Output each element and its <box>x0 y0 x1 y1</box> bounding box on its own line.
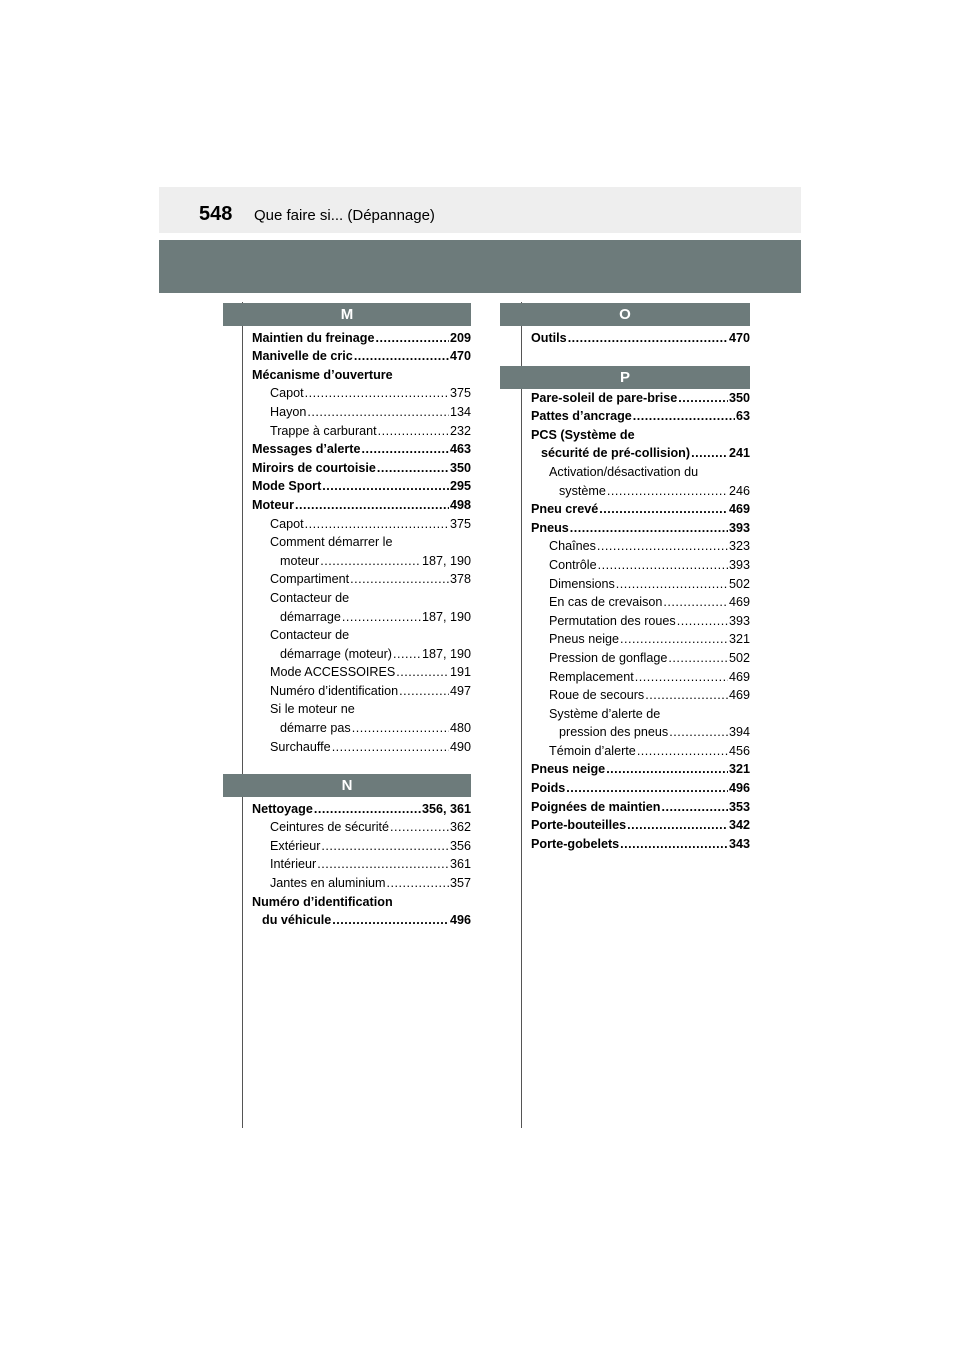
dot-leader <box>663 595 728 610</box>
index-entry <box>252 835 471 854</box>
entry-page: 232 <box>449 423 471 438</box>
entry-term: démarre pas <box>280 721 351 736</box>
index-entry <box>531 815 750 834</box>
entry-page: 191 <box>449 665 471 680</box>
entry-term: moteur <box>280 553 320 568</box>
dot-leader <box>342 610 421 625</box>
index-entry <box>531 573 750 592</box>
section-header-n: N <box>223 774 471 797</box>
index-entry <box>531 554 750 573</box>
dot-leader <box>637 744 728 759</box>
entry-page: 362 <box>449 820 471 835</box>
dot-leader <box>314 802 421 817</box>
entry-term: Extérieur <box>270 838 321 853</box>
dot-leader <box>566 781 728 796</box>
entry-page: 356 <box>449 838 471 853</box>
entry-page: 470 <box>449 349 471 364</box>
entry-page: 343 <box>728 836 750 851</box>
dot-leader <box>352 721 449 736</box>
section-m-entries <box>252 327 471 755</box>
index-entry <box>252 457 471 476</box>
entry-term: Mode ACCESSOIRES <box>270 665 396 680</box>
entry-page: 187, 190 <box>421 609 471 624</box>
entry-page: 393 <box>728 613 750 628</box>
entry-term: Permutation des roues <box>549 613 676 628</box>
index-entry <box>531 327 750 346</box>
index-entry <box>252 817 471 836</box>
index-entry <box>531 406 750 425</box>
dot-leader <box>305 517 449 532</box>
index-entry <box>531 610 750 629</box>
index-entry <box>252 532 471 551</box>
entry-page: 378 <box>449 572 471 587</box>
dot-leader <box>387 876 449 891</box>
entry-page: 394 <box>728 725 750 740</box>
entry-page: 246 <box>728 483 750 498</box>
index-entry <box>252 625 471 644</box>
entry-page: 63 <box>735 409 750 424</box>
entry-page: 502 <box>728 650 750 665</box>
entry-page: 209 <box>449 330 471 345</box>
entry-page: 357 <box>449 875 471 890</box>
entry-page: 463 <box>449 442 471 457</box>
entry-term: Contrôle <box>549 557 597 572</box>
entry-term: démarrage <box>280 609 341 624</box>
entry-term: Roue de secours <box>549 688 645 703</box>
entry-term: Miroirs de courtoisie <box>252 460 376 475</box>
dot-leader <box>599 502 728 517</box>
index-entry <box>252 401 471 420</box>
index-entry <box>531 480 750 499</box>
page-number: 548 <box>199 203 233 225</box>
entry-term: Nettoyage <box>252 801 313 816</box>
entry-page: 497 <box>449 683 471 698</box>
index-entry <box>252 606 471 625</box>
dot-leader <box>620 632 728 647</box>
entry-term: Pneus <box>531 520 569 535</box>
dot-leader <box>607 484 728 499</box>
entry-term: Maintien du freinage <box>252 330 375 345</box>
index-entry <box>252 736 471 755</box>
entry-term: Mode Sport <box>252 479 322 494</box>
entry-page: 134 <box>449 404 471 419</box>
dot-leader <box>375 331 449 346</box>
index-entry <box>252 798 471 817</box>
entry-page: 342 <box>728 818 750 833</box>
entry-page: 321 <box>728 632 750 647</box>
entry-term: Poids <box>531 781 566 796</box>
entry-term: Si le moteur ne <box>270 702 355 717</box>
index-entry <box>252 699 471 718</box>
chapter-title: Que faire si... (Dépannage) <box>254 207 435 224</box>
dot-leader <box>396 665 449 680</box>
entry-term: Moteur <box>252 497 294 512</box>
entry-page: 456 <box>728 743 750 758</box>
entry-term: Contacteur de <box>270 628 350 643</box>
entry-page: 480 <box>449 721 471 736</box>
section-o-entries <box>531 327 750 346</box>
index-entry <box>531 517 750 536</box>
entry-page: 187, 190 <box>421 646 471 661</box>
section-header-m: M <box>223 303 471 326</box>
index-entry <box>252 439 471 458</box>
section-header-p: P <box>500 366 750 389</box>
section-p-entries <box>531 387 750 852</box>
entry-page: 187, 190 <box>421 553 471 568</box>
index-entry <box>252 891 471 910</box>
dot-leader <box>669 725 728 740</box>
index-entry <box>531 666 750 685</box>
entry-page: 469 <box>728 669 750 684</box>
index-entry <box>531 387 750 406</box>
dot-leader <box>390 820 449 835</box>
index-entry <box>531 740 750 759</box>
index-entry <box>531 443 750 462</box>
entry-term: Manivelle de cric <box>252 349 353 364</box>
dot-leader <box>668 651 728 666</box>
dot-leader <box>332 913 449 928</box>
entry-term: Mécanisme d’ouverture <box>252 367 393 382</box>
dot-leader <box>362 442 449 457</box>
entry-term: Outils <box>531 330 567 345</box>
entry-page: 470 <box>728 330 750 345</box>
entry-term: Trappe à carburant <box>270 423 377 438</box>
dot-leader <box>620 837 728 852</box>
entry-term: pression des pneus <box>559 725 669 740</box>
index-entry <box>252 587 471 606</box>
entry-term: Chaînes <box>549 539 596 554</box>
index-entry <box>252 569 471 588</box>
index-entry <box>252 550 471 569</box>
entry-page: 295 <box>449 479 471 494</box>
header-band <box>159 240 801 293</box>
entry-page: 469 <box>728 502 750 517</box>
dot-leader <box>377 461 449 476</box>
dot-leader <box>295 498 449 513</box>
entry-term: Hayon <box>270 404 307 419</box>
dot-leader <box>598 558 728 573</box>
index-entry <box>252 383 471 402</box>
index-entry <box>531 424 750 443</box>
index-entry <box>252 513 471 532</box>
entry-term: Intérieur <box>270 857 317 872</box>
index-entry <box>252 346 471 365</box>
dot-leader <box>570 521 728 536</box>
entry-term: Capot <box>270 386 304 401</box>
entry-term: Système d’alerte de <box>549 706 661 721</box>
index-entry <box>252 717 471 736</box>
entry-term: Surchauffe <box>270 739 331 754</box>
entry-term: système <box>559 483 606 498</box>
index-entry <box>252 680 471 699</box>
entry-term: PCS (Système de <box>531 427 635 442</box>
entry-page: 375 <box>449 516 471 531</box>
entry-term: Pneu crevé <box>531 502 599 517</box>
dot-leader <box>635 670 728 685</box>
dot-leader <box>320 554 421 569</box>
entry-term: Numéro d’identification <box>252 894 393 909</box>
entry-term: Pneus neige <box>531 762 606 777</box>
dot-leader <box>321 839 449 854</box>
entry-term: Pattes d’ancrage <box>531 409 632 424</box>
dot-leader <box>627 818 728 833</box>
entry-page: 353 <box>728 799 750 814</box>
entry-term: Dimensions <box>549 576 615 591</box>
index-entry <box>252 476 471 495</box>
entry-page: 393 <box>728 520 750 535</box>
index-entry <box>252 364 471 383</box>
dot-leader <box>645 688 728 703</box>
entry-term: Compartiment <box>270 572 350 587</box>
entry-page: 241 <box>728 446 750 461</box>
index-entry <box>531 685 750 704</box>
entry-term: Porte-bouteilles <box>531 818 627 833</box>
dot-leader <box>691 446 728 461</box>
entry-term: Numéro d’identification <box>270 683 399 698</box>
entry-page: 498 <box>449 497 471 512</box>
dot-leader <box>305 386 449 401</box>
entry-term: En cas de crevaison <box>549 595 663 610</box>
index-entry <box>531 499 750 518</box>
entry-page: 502 <box>728 576 750 591</box>
dot-leader <box>393 647 421 662</box>
index-entry <box>252 420 471 439</box>
entry-term: Activation/désactivation du <box>549 464 699 479</box>
index-entry <box>531 647 750 666</box>
dot-leader <box>616 577 728 592</box>
index-entry <box>531 461 750 480</box>
index-entry <box>531 592 750 611</box>
entry-term: Pression de gonflage <box>549 650 668 665</box>
entry-term: Comment démarrer le <box>270 535 393 550</box>
entry-page: 490 <box>449 739 471 754</box>
dot-leader <box>350 572 449 587</box>
entry-term: Remplacement <box>549 669 634 684</box>
entry-page: 350 <box>449 460 471 475</box>
index-entry <box>531 777 750 796</box>
column-divider-right <box>521 302 522 1128</box>
dot-leader <box>378 424 449 439</box>
index-entry <box>252 910 471 929</box>
entry-page: 356, 361 <box>421 801 471 816</box>
entry-term: Pneus neige <box>549 632 620 647</box>
dot-leader <box>677 614 728 629</box>
entry-page: 393 <box>728 557 750 572</box>
index-entry <box>531 833 750 852</box>
entry-term: Porte-gobelets <box>531 836 620 851</box>
dot-leader <box>322 479 449 494</box>
section-header-o: O <box>500 303 750 326</box>
entry-term: Ceintures de sécurité <box>270 820 390 835</box>
index-entry <box>252 327 471 346</box>
index-entry <box>531 536 750 555</box>
entry-page: 321 <box>728 762 750 777</box>
entry-page: 469 <box>728 688 750 703</box>
column-divider-left <box>242 302 243 1128</box>
entry-term: du véhicule <box>262 913 332 928</box>
dot-leader <box>354 349 449 364</box>
entry-term: sécurité de pré-collision) <box>541 446 691 461</box>
dot-leader <box>332 740 449 755</box>
entry-term: Messages d’alerte <box>252 442 361 457</box>
entry-term: Jantes en aluminium <box>270 875 386 890</box>
dot-leader <box>606 762 728 777</box>
index-entry <box>531 796 750 815</box>
index-entry <box>252 662 471 681</box>
index-entry <box>531 703 750 722</box>
index-entry <box>531 759 750 778</box>
entry-term: Poignées de maintien <box>531 799 661 814</box>
dot-leader <box>399 684 449 699</box>
entry-page: 469 <box>728 595 750 610</box>
index-entry <box>531 722 750 741</box>
entry-page: 361 <box>449 857 471 872</box>
entry-page: 350 <box>728 390 750 405</box>
dot-leader <box>678 391 728 406</box>
index-entry <box>531 629 750 648</box>
entry-term: Pare-soleil de pare-brise <box>531 390 678 405</box>
entry-page: 323 <box>728 539 750 554</box>
entry-term: Contacteur de <box>270 590 350 605</box>
dot-leader <box>307 405 449 420</box>
dot-leader <box>568 331 728 346</box>
dot-leader <box>633 409 735 424</box>
dot-leader <box>317 857 449 872</box>
entry-page: 375 <box>449 386 471 401</box>
section-n-entries <box>252 798 471 928</box>
entry-term: Témoin d’alerte <box>549 743 636 758</box>
dot-leader <box>597 539 728 554</box>
index-entry <box>252 494 471 513</box>
index-entry <box>252 854 471 873</box>
entry-term: Capot <box>270 516 304 531</box>
entry-term: démarrage (moteur) <box>280 646 392 661</box>
dot-leader <box>661 800 728 815</box>
entry-page: 496 <box>728 781 750 796</box>
index-entry <box>252 643 471 662</box>
index-entry <box>252 872 471 891</box>
entry-page: 496 <box>449 913 471 928</box>
